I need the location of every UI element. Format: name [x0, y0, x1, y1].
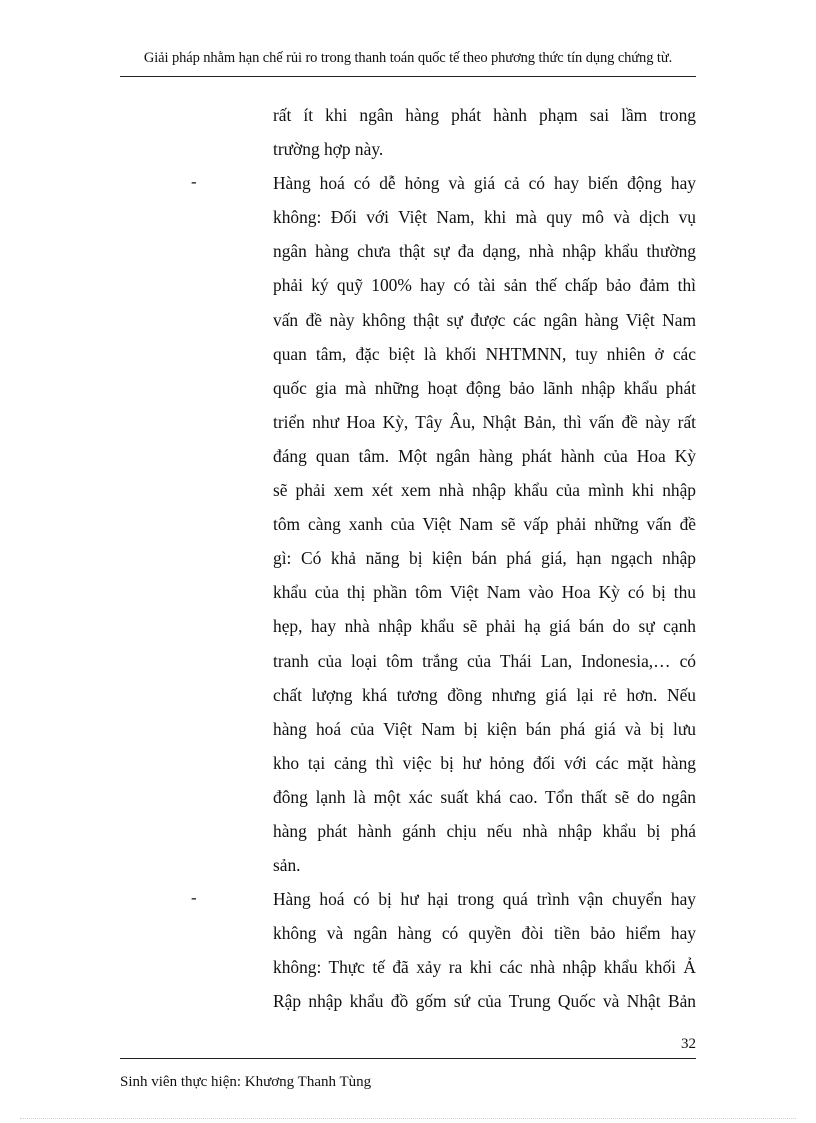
text-line: Rập nhập khẩu đồ gốm sứ của Trung Quốc và Nhật Bản	[273, 991, 696, 1012]
text-line: rất ít khi ngân hàng phát hành phạm sai lầm trong	[273, 105, 696, 125]
text-line: hẹp, hay nhà nhập khẩu sẽ phải hạ giá bán do sự cạnh	[273, 616, 696, 637]
bullet-marker: -	[191, 888, 197, 907]
footer-student: Sinh viên thực hiện: Khương Thanh Tùng	[120, 1074, 372, 1090]
text-line: quan tâm, đặc biệt là khối NHTMNN, tuy nhiên ở các	[273, 343, 696, 364]
text-line: triển như Hoa Kỳ, Tây Âu, Nhật Bản, thì vấn đề này rất	[273, 411, 696, 432]
body-text	[273, 98, 696, 1019]
text-line: sản.	[273, 855, 301, 876]
text-line: kho tại cảng thì việc bị hư hỏng đối với các mặt hàng	[273, 752, 696, 773]
text-line: đông lạnh là một xác suất khá cao. Tổn thất sẽ do ngân	[273, 786, 696, 807]
text-line: phải ký quỹ 100% hay có tài sản thế chấp bảo đảm thì	[273, 275, 696, 296]
text-line: không: Đối với Việt Nam, khi mà quy mô và dịch vụ	[273, 207, 696, 228]
text-line: gì: Có khả năng bị kiện bán phá giá, hạn ngạch nhập	[273, 548, 696, 569]
bullet-marker: -	[191, 172, 197, 191]
text-line: ngân hàng chưa thật sự đa dạng, nhà nhập khẩu thường	[273, 241, 696, 262]
page-number: 32	[681, 1036, 696, 1052]
text-line: đáng quan tâm. Một ngân hàng phát hành của Hoa Kỳ	[273, 445, 696, 466]
text-line: tranh của loại tôm trắng của Thái Lan, Indonesia,… có	[273, 650, 696, 671]
text-line: quốc gia mà những hoạt động bảo lãnh nhập khẩu phát	[273, 377, 696, 398]
footer-rule	[120, 1058, 696, 1059]
page-edge	[20, 1118, 796, 1119]
text-line: khẩu của thị phần tôm Việt Nam vào Hoa Kỳ có bị thu	[273, 582, 696, 603]
page-header: Giải pháp nhằm hạn chế rủi ro trong thanh toán quốc tế theo phương thức tín dụng chứng từ.	[143, 50, 673, 66]
text-line: tôm càng xanh của Việt Nam sẽ vấp phải những vấn đề	[273, 514, 696, 535]
text-line: hàng hoá của Việt Nam bị kiện bán phá giá và bị lưu	[273, 718, 696, 739]
header-rule	[120, 76, 696, 77]
text-line: chất lượng khá tương đồng nhưng giá lại rẻ hơn. Nếu	[273, 684, 696, 705]
text-line: vấn đề này không thật sự được các ngân hàng Việt Nam	[273, 309, 696, 330]
text-line: trường hợp này.	[273, 139, 384, 160]
text-line: Hàng hoá có dễ hỏng và giá cả có hay biến động hay	[273, 173, 696, 194]
text-line: sẽ phải xem xét xem nhà nhập khẩu của mình khi nhập	[273, 480, 696, 501]
text-line: hàng phát hành gánh chịu nếu nhà nhập khẩu bị phá	[273, 820, 696, 841]
text-line: không: Thực tế đã xảy ra khi các nhà nhập khẩu khối Ả	[273, 957, 696, 978]
text-line: Hàng hoá có bị hư hại trong quá trình vận chuyển hay	[273, 889, 696, 910]
text-line: không và ngân hàng có quyền đòi tiền bảo hiểm hay	[273, 923, 696, 944]
